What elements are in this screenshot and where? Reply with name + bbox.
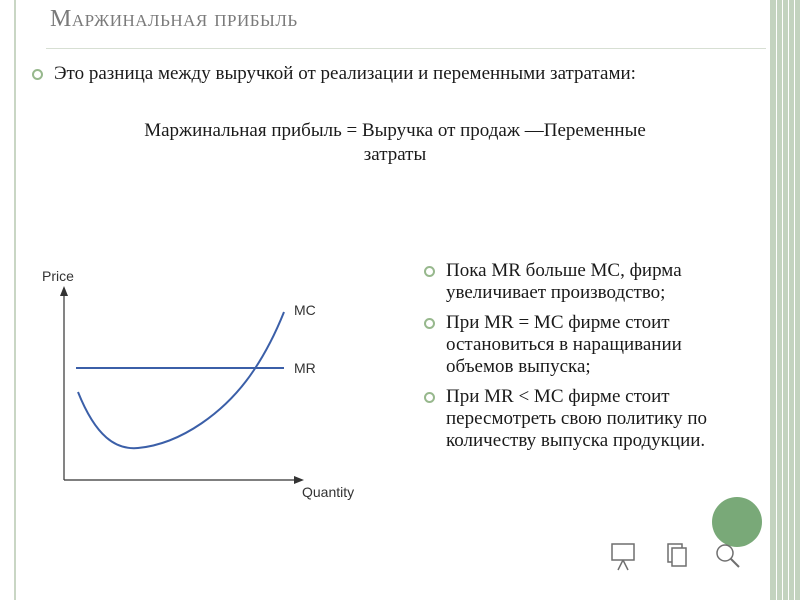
- list-item: При MR < MC фирме стоит пересмотреть свою политику по количеству выпуска продукции.: [424, 386, 724, 452]
- y-axis-label: Price: [42, 268, 74, 284]
- mc-mr-chart: [36, 262, 376, 512]
- formula-line-2: затраты: [363, 144, 427, 165]
- stacked-pages-icon[interactable]: [668, 544, 686, 566]
- bullet-list: [424, 260, 724, 460]
- slide-show-icon[interactable]: [612, 544, 634, 570]
- slide-nav-bar: [608, 538, 768, 572]
- zoom-icon[interactable]: [717, 545, 739, 567]
- intro-text: Это разница между выручкой от реализации и переменными затратами:: [54, 63, 636, 84]
- formula: [50, 119, 740, 167]
- title-divider: [46, 48, 766, 49]
- mr-label: MR: [294, 360, 316, 376]
- list-item: Пока MR больше MC, фирма увеличивает производство;: [424, 260, 724, 304]
- right-decor-band: [770, 0, 800, 600]
- list-item: При MR = MC фирме стоит остановиться в наращивании объемов выпуска;: [424, 312, 724, 378]
- mc-label: MC: [294, 302, 316, 318]
- x-axis-arrow: [294, 476, 304, 484]
- slide-title: Маржинальная прибыль: [50, 6, 298, 32]
- left-accent-bar: [14, 0, 16, 600]
- y-axis-arrow: [60, 286, 68, 296]
- intro-bullet: [32, 63, 732, 84]
- mc-curve: [78, 312, 284, 448]
- x-axis-label: Quantity: [302, 484, 355, 500]
- formula-line-1: Маржинальная прибыль = Выручка от продаж —Переменные: [144, 120, 646, 141]
